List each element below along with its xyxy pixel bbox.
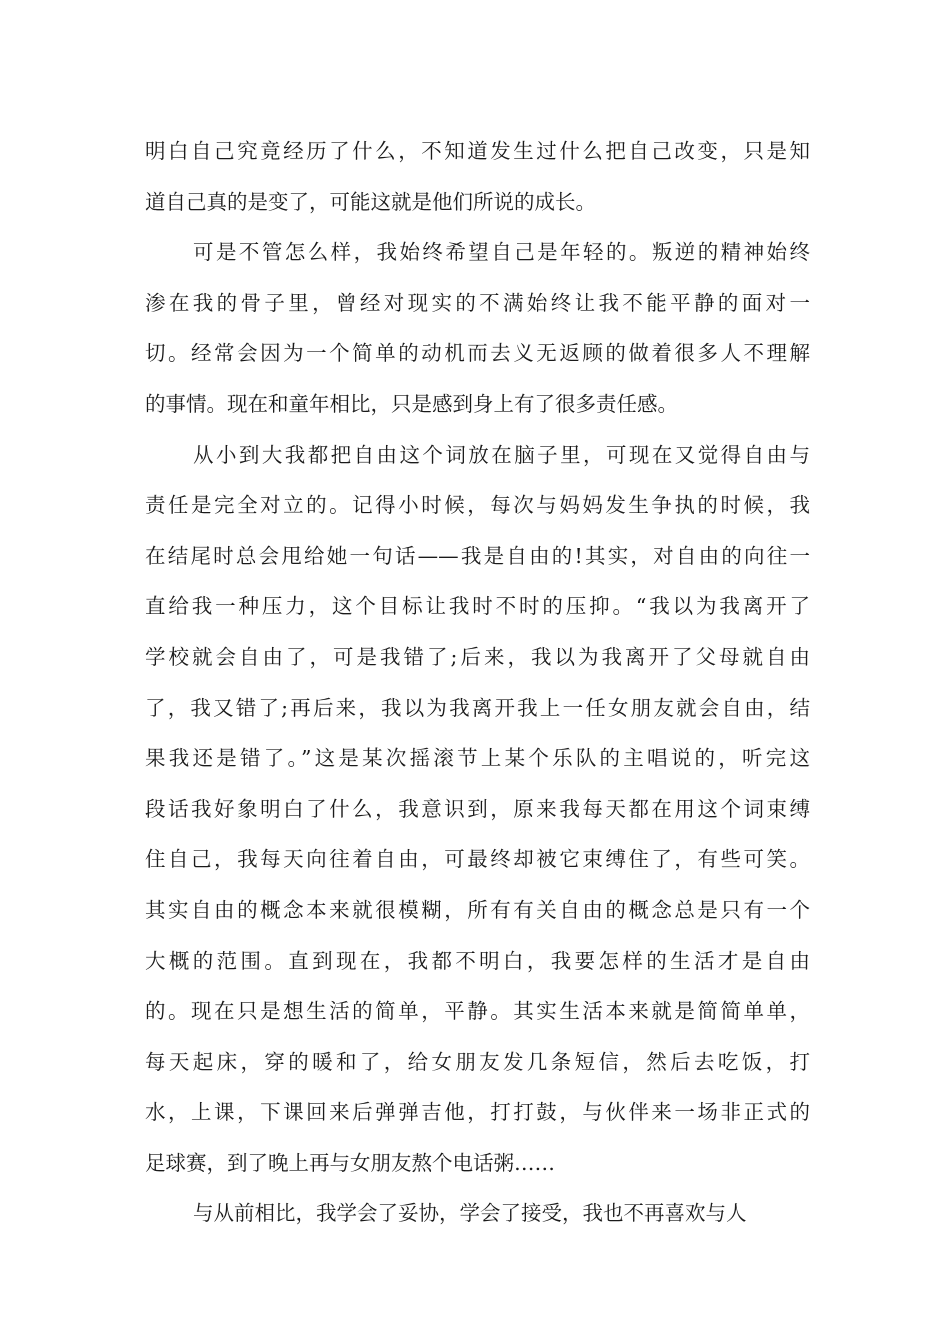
text-line: 水，上课，下课回来后弹弹吉他，打打鼓，与伙伴来一场非正式的 [145,1100,810,1125]
paragraph-first-line: 与从前相比，我学会了妥协，学会了接受，我也不再喜欢与人 [193,1201,747,1226]
text-line: 明白自己究竟经历了什么，不知道发生过什么把自己改变，只是知 [145,139,810,163]
text-line: 大概的范围。直到现在，我都不明白，我要怎样的生活才是自由 [145,948,810,973]
paragraph-end-line: 的事情。现在和童年相比，只是感到身上有了很多责任感。 [145,391,678,416]
text-line: 责任是完全对立的。记得小时候，每次与妈妈发生争执的时候，我 [145,493,810,518]
paragraph-first-line: 可是不管怎么样，我始终希望自己是年轻的。叛逆的精神始终 [193,240,810,265]
text-line: 学校就会自由了，可是我错了;后来，我以为我离开了父母就自由 [145,644,810,669]
text-line: 直给我一种压力，这个目标让我时不时的压抑。“我以为我离开了 [145,594,810,619]
text-line: 果我还是错了。”这是某次摇滚节上某个乐队的主唱说的，听完这 [145,746,810,771]
paragraph-end-line: 足球赛，到了晚上再与女朋友熬个电话粥…… [145,1150,555,1175]
text-line: 切。经常会因为一个简单的动机而去义无返顾的做着很多人不理解 [145,341,810,366]
text-line: 的。现在只是想生活的简单，平静。其实生活本来就是简简单单， [145,999,810,1024]
paragraph-first-line: 从小到大我都把自由这个词放在脑子里，可现在又觉得自由与 [193,442,810,467]
text-line: 渗在我的骨子里，曾经对现实的不满始终让我不能平静的面对一 [145,290,810,315]
text-line: 每天起床，穿的暖和了，给女朋友发几条短信，然后去吃饭，打 [145,1049,810,1074]
body-text [145,126,810,1239]
text-line: 在结尾时总会甩给她一句话——我是自由的!其实，对自由的向往一 [145,543,810,568]
text-line: 其实自由的概念本来就很模糊，所有有关自由的概念总是只有一个 [145,897,810,922]
text-line: 段话我好象明白了什么，我意识到，原来我每天都在用这个词束缚 [145,796,810,821]
paragraph-end-line: 道自己真的是变了，可能这就是他们所说的成长。 [145,189,596,214]
text-line: 了，我又错了;再后来，我以为我离开我上一任女朋友就会自由，结 [145,695,810,720]
text-line: 住自己，我每天向往着自由，可最终却被它束缚住了，有些可笑。 [145,847,810,872]
